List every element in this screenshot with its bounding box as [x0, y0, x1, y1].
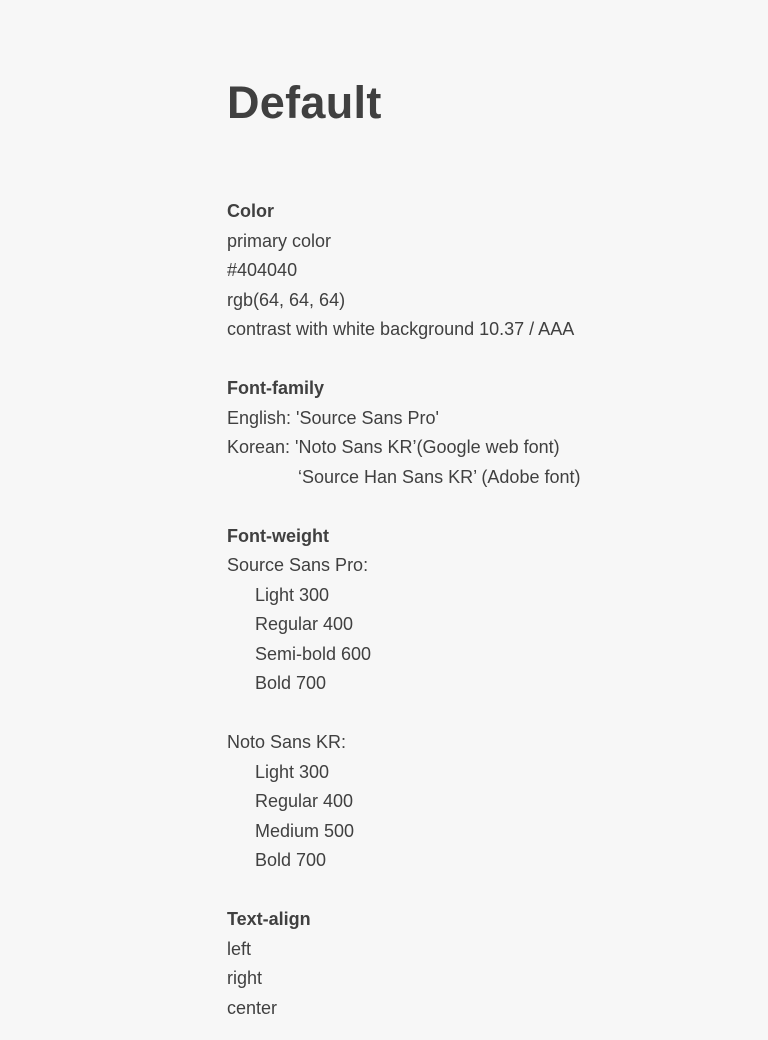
font-family-korean-alt: ‘Source Han Sans KR’ (Adobe font): [298, 466, 581, 487]
font-family-english: English: 'Source Sans Pro': [227, 407, 439, 428]
noto-sans-label: Noto Sans KR:: [227, 732, 347, 752]
noto-sans-weight: Medium 500: [255, 820, 355, 841]
font-weight-heading: Font-weight: [227, 525, 329, 546]
source-sans-weight: Bold 700: [255, 673, 327, 693]
text-align-value: right: [227, 968, 263, 988]
noto-sans-weight-section: [227, 728, 580, 876]
style-guide-content: [227, 197, 580, 1023]
noto-sans-weight: Light 300: [255, 761, 330, 782]
text-align-value: center: [227, 997, 278, 1018]
noto-sans-weight: Regular 400: [255, 791, 354, 811]
text-align-heading: Text-align: [227, 909, 311, 929]
text-align-value: left: [227, 938, 252, 959]
font-weight-section: [227, 522, 580, 699]
color-description: primary color: [227, 230, 332, 251]
color-hex-value: #404040: [227, 260, 298, 280]
color-rgb-value: rgb(64, 64, 64): [227, 289, 346, 310]
source-sans-weight: Light 300: [255, 584, 330, 605]
font-family-heading: Font-family: [227, 378, 324, 398]
text-align-section: [227, 905, 580, 1023]
color-section: [227, 197, 580, 345]
font-family-section: [227, 374, 580, 492]
color-contrast-value: contrast with white background 10.37 / AAA: [227, 319, 575, 339]
source-sans-label: Source Sans Pro:: [227, 555, 369, 575]
source-sans-weight: Regular 400: [255, 614, 354, 634]
color-heading: Color: [227, 201, 274, 221]
noto-sans-weight: Bold 700: [255, 850, 327, 870]
page-title: Default: [227, 77, 382, 128]
source-sans-weight: Semi-bold 600: [255, 643, 372, 664]
font-family-korean: Korean: 'Noto Sans KR’(Google web font): [227, 437, 560, 457]
